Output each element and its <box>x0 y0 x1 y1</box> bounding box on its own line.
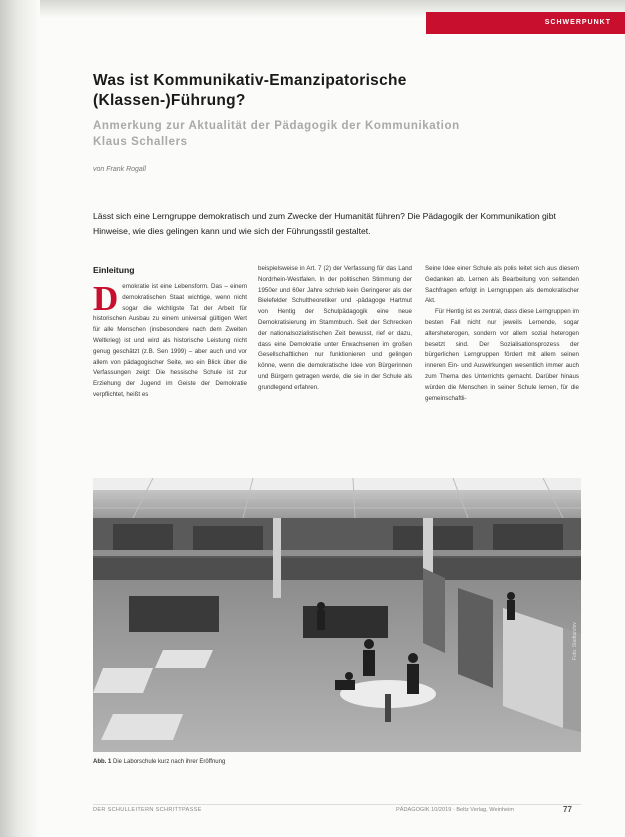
article-title-line-1: Was ist Kommunikativ-Emanzipatorische <box>93 72 407 89</box>
text-column-1 <box>93 264 247 401</box>
open-plan-school-hall-photo <box>93 478 581 752</box>
intro-paragraph <box>93 279 247 401</box>
footer-left-text: DER SCHULLEITERN SCHRITTPASSE <box>93 807 202 813</box>
column-3-paragraph-2: Für Hentig ist es zentral, dass diese Lerngruppen im besten Fall nicht nur jeweils Lernende, sogar altersheterogen, sondern vor allem sozial heterogen besetzt sind. Der Sozialisationsprozess der bürgerlichen Lerngruppen fördert mit allem seinen inneren Ein- und Auswirkungen wesentlich immer auch zum Thema des Unterrichts gemacht. Darüber hinaus würden die Menschen in seiner Schule lernen, für die gemeinschaftli- <box>425 308 579 402</box>
footer-right-text: PÄDAGOGIK 10/2019 · Beltz Verlag, Weinheim <box>396 807 515 813</box>
text-column-2 <box>258 264 412 394</box>
article-subtitle-line-2: Klaus Schallers <box>93 136 188 148</box>
article-subtitle-line-1: Anmerkung zur Aktualität der Pädagogik der Kommunikation <box>93 120 460 132</box>
section-heading: Einleitung <box>93 265 135 275</box>
caption-text: Die Laborschule kurz nach ihrer Eröffnung <box>113 759 226 765</box>
article-title <box>93 71 563 111</box>
photo-credit: Foto: Stadtarchiv <box>572 622 578 660</box>
article-photo <box>93 478 581 752</box>
column-3-paragraph-1: Seine Idee einer Schule als polis leitet sich aus diesem Gedanken ab. Lernen als Bearbeitung von seltenden Sachfragen erfolgt in Lerngruppen als demokratischer Akt. <box>425 265 579 305</box>
section-rubric: SCHWERPUNKT <box>426 12 625 34</box>
column-2-paragraph: beispielsweise in Art. 7 (2) der Verfassung für das Land Nordrhein-Westfalen. In der politischen Stimmung der 1950er und 60er Jahre schrieb kein Geringerer als der Bielefelder Schultheoretiker und -pädagoge Hartmut von Hentig der Schulpädagogik eine neue Demokratisierung im Stammbuch. Seit der Schrecken der nationalsozialistischen Zeit bewusst, rief er dazu, dass eine Demokratie unter Erwachsenen im großen Gesellschaftlichen nur funktionieren und gelingen könne, wenn die demokratische Idee von Bürgerinnen und Bürgern getragen werde, die sie in der Schule als grundlegend erfahren. <box>258 265 412 391</box>
page-number: 77 <box>563 805 572 814</box>
photo-caption <box>93 759 225 765</box>
page-edge-shadow-left <box>0 0 40 837</box>
article-subtitle <box>93 118 573 150</box>
article-author: von Frank Rogall <box>93 166 146 173</box>
intro-paragraph-text: emokratie ist eine Lebensform. Das – einem demokratischen Staat wichtige, wenn nicht sogar die wichtigste Tat der Arbeit für historischen Ausbau zu einem universal gültigen Wert für alle Menschen (insbesondere nach dem Zweiten Weltkrieg) ist und wird als historische Leistung nicht genug geschätzt (z.B. Sen 1999) – aber auch und vor allem von pädagogischer Seite, wo ein Blick über die Verfassungen zeigt: Die hessische Schule ist zur Erziehung der Jugend im Geiste der Demokratie verpflichtet, heißt es <box>93 283 247 398</box>
footer-divider <box>93 804 581 805</box>
article-lead: Lässt sich eine Lerngruppe demokratisch und zum Zwecke der Humanität führen? Die Pädagogik der Kommunikation gibt Hinweise, wie dies gelingen kann und wie sich der Führungsstil gestaltet. <box>93 211 556 236</box>
caption-label: Abb. 1 <box>93 759 112 765</box>
article-title-line-2: (Klassen-)Führung? <box>93 92 246 109</box>
text-column-3 <box>425 264 579 404</box>
drop-cap: D <box>93 279 119 318</box>
